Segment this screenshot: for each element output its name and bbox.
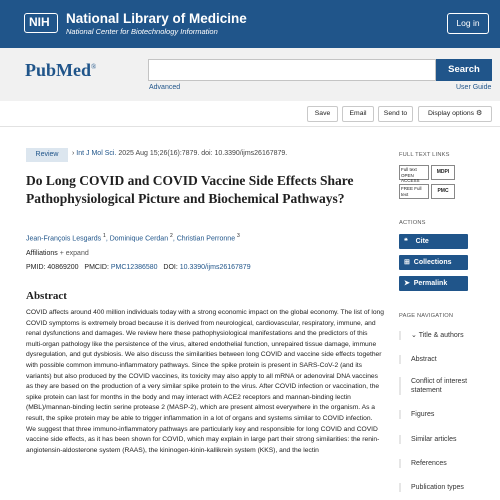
author-list: Jean-François Lesgards $^1$, Dominique Cerdan $^2$, Christian Perronne $^3$ bbox=[26, 233, 240, 243]
author-link[interactable]: Christian Perronne bbox=[176, 235, 236, 243]
nlm-subtitle: National Center for Biotechnology Information bbox=[66, 27, 218, 36]
full-text-links-heading: FULL TEXT LINKS bbox=[399, 152, 450, 158]
cite-button[interactable] bbox=[399, 234, 468, 249]
cite-label: Cite bbox=[415, 238, 429, 245]
search-input[interactable] bbox=[148, 59, 436, 81]
nav-conflict-of-interest[interactable]: Conflict of interest statement bbox=[399, 377, 491, 395]
bookmark-icon: ⊞ bbox=[404, 259, 410, 266]
quote-icon: ❝ bbox=[404, 238, 408, 245]
publication-type-badge: Review bbox=[26, 148, 68, 162]
author-link[interactable]: Dominique Cerdan bbox=[109, 235, 169, 243]
affiliations-expand[interactable]: + expand bbox=[59, 250, 89, 257]
search-button[interactable]: Search bbox=[436, 59, 492, 81]
pubmed-logo[interactable] bbox=[25, 60, 96, 81]
display-options-button[interactable] bbox=[418, 106, 492, 122]
affiliations-label: Affiliations bbox=[26, 250, 58, 257]
nav-label: Title & authors bbox=[418, 332, 464, 339]
display-options-label: Display options bbox=[427, 110, 475, 117]
save-button[interactable]: Save bbox=[307, 106, 338, 122]
citation bbox=[72, 150, 287, 157]
author-affiliation-ref[interactable]: 1 bbox=[103, 233, 106, 239]
chevron-down-icon: ⌄ bbox=[411, 332, 417, 339]
citation-details: 2025 Aug 15;26(16):7879. doi: 10.3390/ijms26167879. bbox=[118, 150, 288, 157]
login-button[interactable]: Log in bbox=[447, 13, 489, 34]
author-affiliation-ref[interactable]: 3 bbox=[237, 233, 240, 239]
pubmed-logo-med: Med bbox=[56, 60, 92, 80]
nlm-header bbox=[0, 0, 500, 48]
abstract-heading: Abstract bbox=[26, 290, 67, 302]
affiliations-toggle[interactable] bbox=[26, 250, 89, 257]
collections-label: Collections bbox=[413, 259, 452, 266]
user-guide-link[interactable]: User Guide bbox=[456, 84, 492, 91]
mdpi-logo: MDPI bbox=[431, 165, 455, 180]
citation-chevron: › bbox=[72, 150, 75, 157]
permalink-button[interactable] bbox=[399, 276, 468, 291]
nav-references[interactable]: References bbox=[399, 459, 491, 468]
article-toolbar bbox=[0, 101, 500, 127]
pmcid-link[interactable]: PMC12386580 bbox=[110, 264, 158, 271]
article-identifiers bbox=[26, 264, 251, 271]
collections-button[interactable] bbox=[399, 255, 468, 270]
pmc-logo: PMC bbox=[431, 184, 455, 199]
actions-heading: ACTIONS bbox=[399, 220, 426, 226]
permalink-label: Permalink bbox=[413, 280, 448, 287]
email-button[interactable]: Email bbox=[342, 106, 374, 122]
abstract-text: COVID affects around 400 million individuals today with a strong economic impact on the global economy. The list of long COVID symptoms is extremely broad because it is derived from neurological, cardiovascular, respiratory, immune, and renal dysfunctions and damages. We review here these pathophysiological manifestations and the predictors of this multi-organ pathology like the persistence of the virus, altered endothelial function, unrepaired tissue damage, immune dysregulation, and gut dysbiosis. We also discuss the similarities between long COVID and vaccine side effects together with possible common immuno-inflammatory pathways. Since the spike protein is present in SARS-CoV-2 (and its variants) but also produced by the COVID vaccines, its toxicity may also apply to all mRNA or adenoviral DNA vaccines as they are based on the production of a very similar spike protein to the virus. After COVID infection or vaccination, the spike protein can last for months in the body and may interact with ACE2 receptors and mannan-binding lectin (MBL)/mannan-binding lectin serine protease 2 (MASP-2), which are present almost everywhere in the organism. As a result, the spike protein may be able to trigger inflammation in a lot of organs and systems similar to COVID infection. We suggest that three immuno-inflammatory pathways are particularly key and responsible for long COVID and COVID vaccine side effects, as it has been shown for COVID, which may explain in large part their strong similarities: the renin-angiotensin-aldosterone system (RAAS), the kininogen-kinin-kallikrein system (KKS), and the lectin bbox=[26, 309, 384, 454]
pmid-value: 40869200 bbox=[47, 264, 79, 271]
doi-link[interactable]: 10.3390/ijms26167879 bbox=[179, 264, 251, 271]
author-affiliation-ref[interactable]: 2 bbox=[170, 233, 173, 239]
nav-figures[interactable]: Figures bbox=[399, 410, 491, 419]
nih-logo[interactable]: NIH bbox=[24, 13, 58, 33]
pmcid-label: PMCID: bbox=[84, 264, 109, 271]
send-to-button[interactable]: Send to bbox=[378, 106, 413, 122]
nav-similar-articles[interactable]: Similar articles bbox=[399, 435, 491, 444]
pubmed-logo-pub: Pub bbox=[25, 60, 57, 80]
pmid-label: PMID: bbox=[26, 264, 46, 271]
nlm-title[interactable]: National Library of Medicine bbox=[66, 11, 247, 26]
page-navigation-heading: PAGE NAVIGATION bbox=[399, 313, 454, 319]
free-full-text-label: FREE Full text bbox=[399, 184, 429, 199]
nav-title-authors[interactable] bbox=[399, 331, 491, 340]
nav-publication-types[interactable]: Publication types bbox=[399, 483, 491, 492]
search-band bbox=[0, 48, 500, 101]
author-link[interactable]: Jean-François Lesgards bbox=[26, 235, 102, 243]
advanced-search-link[interactable]: Advanced bbox=[149, 84, 181, 91]
registered-mark: ® bbox=[91, 63, 97, 71]
full-text-open-access-label: Full text OPEN ACCESS bbox=[399, 165, 429, 180]
full-text-link-pmc[interactable] bbox=[399, 184, 459, 199]
full-text-link-mdpi[interactable] bbox=[399, 165, 459, 183]
journal-link[interactable]: Int J Mol Sci. bbox=[76, 150, 117, 157]
article-title: Do Long COVID and COVID Vaccine Side Effects Share Pathophysiological Picture and Biochemical Pathways? bbox=[26, 173, 354, 206]
link-icon: ➤ bbox=[404, 280, 410, 287]
doi-label: DOI: bbox=[163, 264, 178, 271]
gear-icon: ⚙ bbox=[475, 110, 483, 117]
nav-abstract[interactable]: Abstract bbox=[399, 355, 491, 364]
